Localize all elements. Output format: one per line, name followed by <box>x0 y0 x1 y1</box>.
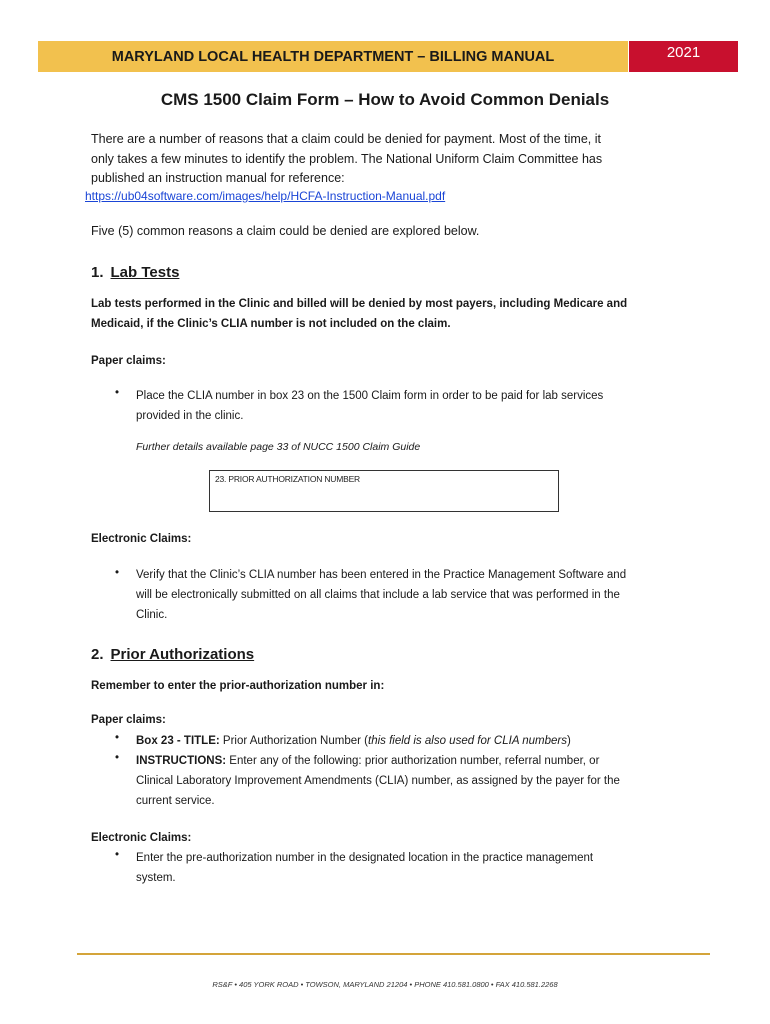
footer-contact: RS&F • 405 YORK ROAD • TOWSON, MARYLAND 21204 • PHONE 410.581.0800 • FAX 410.581.2268 <box>212 980 558 989</box>
further-details-note: Further details available page 33 of NUCC 1500 Claim Guide <box>136 441 421 453</box>
electronic-line-1: Verify that the Clinic’s CLIA number has been entered in the Practice Management Software and <box>136 569 627 581</box>
paper-claims-label: Paper claims: <box>91 714 166 726</box>
instructions-line-3: current service. <box>136 795 215 807</box>
instructions-item <box>136 751 620 811</box>
section-2-title: Prior Authorizations <box>110 646 255 663</box>
paper-claims-instruction <box>136 386 603 426</box>
bullet-icon: • <box>115 567 120 579</box>
electronic-preauth-line-2: system. <box>136 872 176 884</box>
box23-title-close: ) <box>567 735 571 747</box>
electronic-line-2: will be electronically submitted on all claims that include a lab service that was performed in the <box>136 589 620 601</box>
electronic-claims-instruction <box>136 565 626 625</box>
instructions-line-1: Enter any of the following: prior authorization number, referral number, or <box>226 755 600 767</box>
nucc-manual-link[interactable]: https://ub04software.com/images/help/HCFA-Instruction-Manual.pdf <box>85 189 446 203</box>
intro-line-1: There are a number of reasons that a claim could be denied for payment. Most of the time, it <box>91 132 601 146</box>
bullet-icon: • <box>115 849 120 861</box>
instructions-line-2: Clinical Laboratory Improvement Amendments (CLIA) number, as assigned by the payer for the <box>136 775 620 787</box>
form-box-label: 23. PRIOR AUTHORIZATION NUMBER <box>215 474 360 484</box>
bullet-icon: • <box>115 387 120 399</box>
prior-authorization-form-box <box>209 470 559 512</box>
remember-note: Remember to enter the prior-authorization number in: <box>91 680 385 692</box>
paper-instruction-line-1: Place the CLIA number in box 23 on the 1500 Claim form in order to be paid for lab services <box>136 390 604 402</box>
paper-claims-label: Paper claims: <box>91 355 166 367</box>
page-title: CMS 1500 Claim Form – How to Avoid Common Denials <box>160 90 610 109</box>
electronic-claims-label: Electronic Claims: <box>91 832 192 844</box>
instructions-label: INSTRUCTIONS: <box>136 755 227 767</box>
section-1-number: 1. <box>91 264 104 281</box>
header-banner <box>38 41 738 72</box>
electronic-line-3: Clinic. <box>136 609 168 621</box>
box23-title-item <box>136 731 571 751</box>
section-2-heading <box>91 646 254 663</box>
footer-divider <box>77 953 710 955</box>
section-1-heading <box>91 264 179 281</box>
box23-title-label: Box 23 - TITLE: <box>136 735 220 747</box>
bullet-icon: • <box>115 732 120 744</box>
section-2-number: 2. <box>91 646 104 663</box>
intro-paragraph <box>91 130 602 189</box>
intro-line-3: published an instruction manual for reference: <box>91 171 345 185</box>
bullet-icon: • <box>115 752 120 764</box>
electronic-preauth-line-1: Enter the pre-authorization number in the designated location in the practice management <box>136 852 594 864</box>
box23-title-text: Prior Authorization Number ( <box>219 735 368 747</box>
banner-title: MARYLAND LOCAL HEALTH DEPARTMENT – BILLING MANUAL <box>38 41 628 72</box>
box23-title-note: this field is also used for CLIA numbers <box>368 735 567 747</box>
lab-warning-line-1: Lab tests performed in the Clinic and billed will be denied by most payers, including Medicare and <box>91 298 628 310</box>
paper-instruction-line-2: provided in the clinic. <box>136 410 244 422</box>
electronic-claims-label: Electronic Claims: <box>91 533 192 545</box>
reasons-intro: Five (5) common reasons a claim could be denied are explored below. <box>91 224 480 238</box>
lab-warning-line-2: Medicaid, if the Clinic’s CLIA number is not included on the claim. <box>91 318 451 330</box>
lab-tests-warning <box>91 294 627 334</box>
banner-year: 2021 <box>629 41 738 72</box>
section-1-title: Lab Tests <box>110 264 180 281</box>
intro-line-2: only takes a few minutes to identify the problem. The National Uniform Claim Committee has <box>91 151 603 166</box>
electronic-preauth-instruction <box>136 848 593 888</box>
